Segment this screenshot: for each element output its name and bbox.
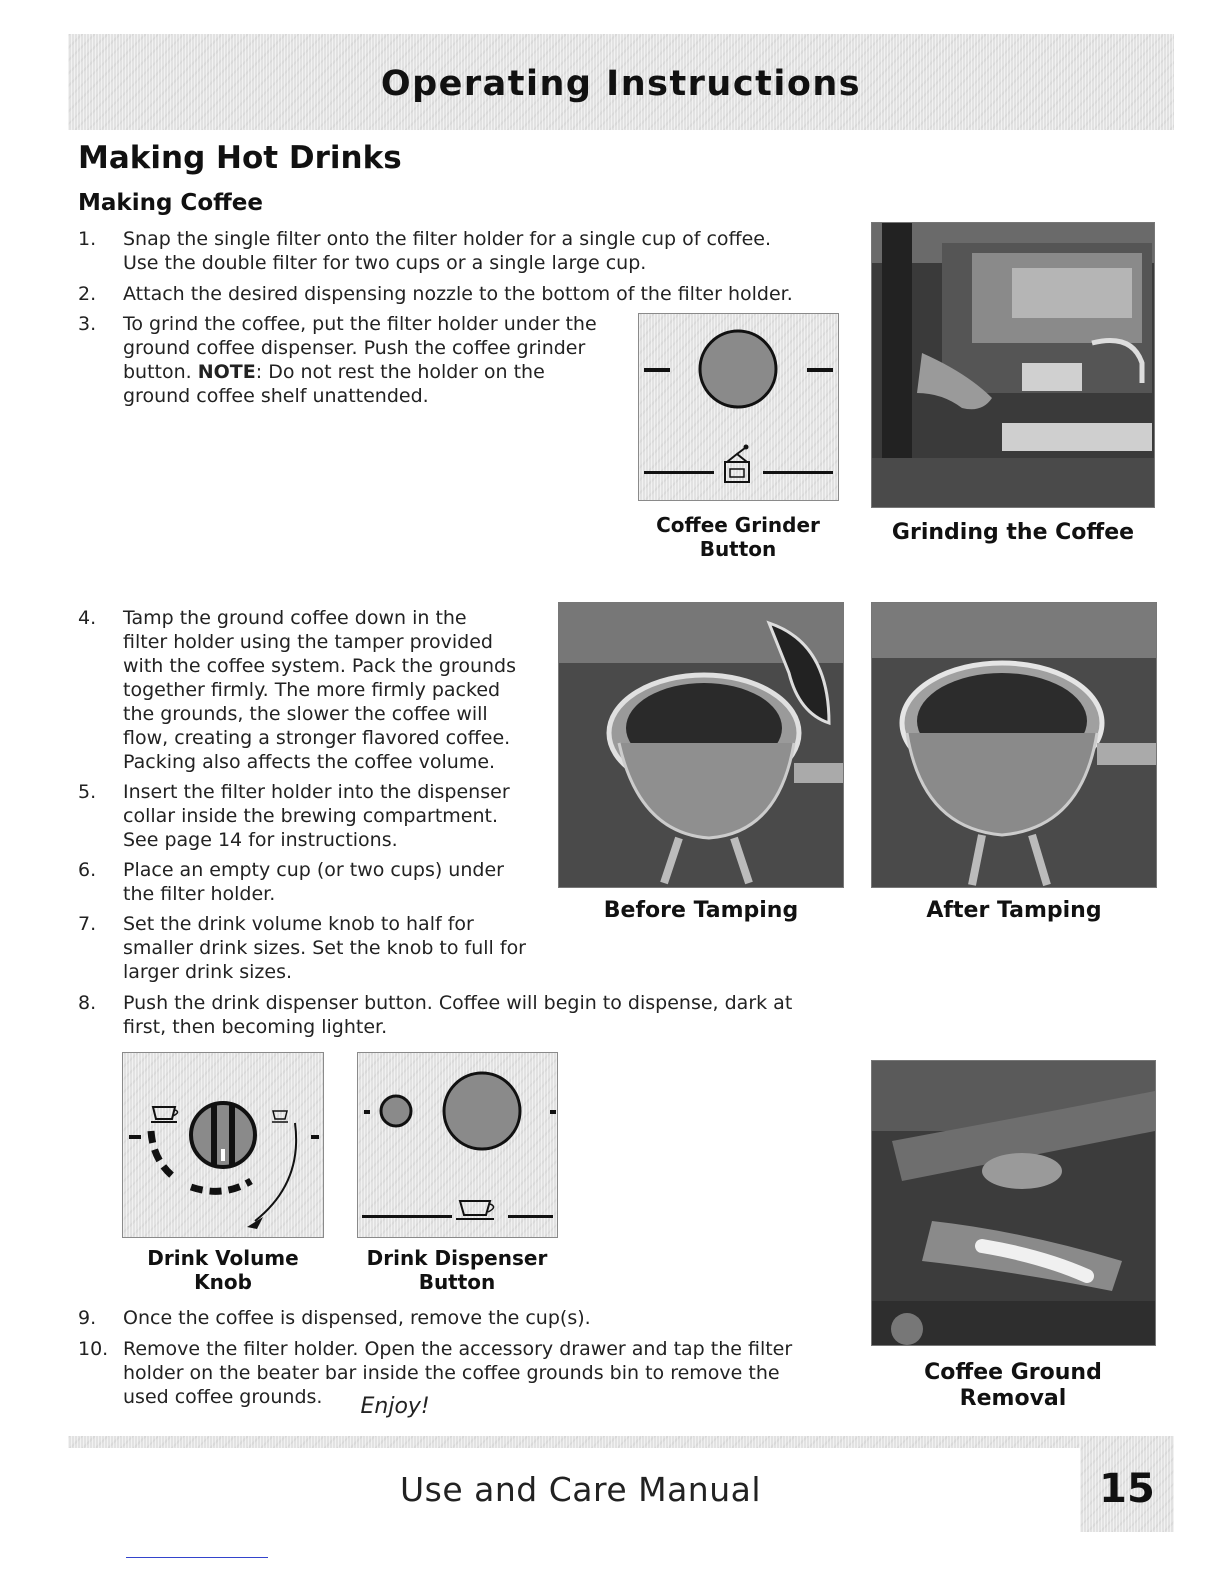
list-item: 7. Set the drink volume knob to half for smaller drink sizes. Set the knob to full for larger drink sizes. [78, 913, 526, 983]
caption-before-tamping: Before Tamping [603, 898, 799, 923]
coffee-ground-removal-photo [871, 1060, 1156, 1346]
small-dispense-button [381, 1096, 411, 1126]
grinder-button [700, 331, 776, 407]
after-tamping-photo [871, 602, 1157, 888]
list-item: 4. Tamp the ground coffee down in the filter holder using the tamper provided with the coffee system. Pack the grounds together firmly. The more firmly packed the grounds, the slower the coffee will flow, creating a stronger flavored coffee. Packing also affects the coffee volume. [78, 607, 516, 773]
note-label: NOTE [197, 361, 256, 383]
coffee-grinder-button-panel [638, 313, 839, 501]
list-item: 2. Attach the desired dispensing nozzle to the bottom of the filter holder. [78, 283, 793, 305]
list-item: 3. To grind the coffee, put the filter holder under the ground coffee dispenser. Push the coffee grinder button. NOTE: Do not rest the holder on the ground coffee shelf unattended. [78, 313, 597, 407]
drink-dispenser-button-panel [357, 1052, 558, 1238]
section-title: Making Hot Drinks [78, 140, 402, 176]
caption-grinding: Grinding the Coffee [891, 520, 1135, 545]
before-tamping-photo [558, 602, 844, 888]
coffee-grinder-icon [725, 445, 749, 483]
subsection-title: Making Coffee [78, 190, 263, 216]
header-band [68, 34, 1174, 130]
footer-band [68, 1436, 1080, 1448]
small-cup-icon [272, 1111, 288, 1122]
footer-divider [126, 1557, 268, 1558]
page-header-title: Operating Instructions [380, 64, 862, 104]
caption-ground-removal: Coffee Ground Removal [924, 1360, 1102, 1411]
drink-dispenser-button [444, 1073, 520, 1149]
footer-title: Use and Care Manual [400, 1470, 762, 1509]
caption-grinder-button: Coffee Grinder Button [656, 513, 820, 561]
list-item: 1. Snap the single filter onto the filter holder for a single cup of coffee. Use the double filter for two cups or a single large cup. [78, 228, 772, 274]
caption-dispenser-button: Drink Dispenser Button [366, 1246, 548, 1294]
list-item: 8. Push the drink dispenser button. Coffee will begin to dispense, dark at first, then becoming lighter. [78, 992, 793, 1038]
large-cup-icon [151, 1107, 178, 1122]
drink-volume-knob [191, 1103, 255, 1167]
page-number: 15 [1099, 1466, 1155, 1512]
drink-volume-knob-panel [122, 1052, 324, 1238]
list-item: 6. Place an empty cup (or two cups) under the filter holder. [78, 859, 504, 905]
list-item: 9. Once the coffee is dispensed, remove the cup(s). [78, 1307, 591, 1329]
caption-after-tamping: After Tamping [926, 898, 1102, 923]
page-number-box [1080, 1436, 1174, 1532]
coffee-cup-icon [456, 1201, 494, 1219]
list-item: 5. Insert the filter holder into the dispenser collar inside the brewing compartment. See page 14 for instructions. [78, 781, 510, 851]
grinding-coffee-photo [871, 222, 1155, 508]
enjoy-text: Enjoy! [360, 1394, 430, 1419]
list-item: 10. Remove the filter holder. Open the accessory drawer and tap the filter holder on the beater bar inside the coffee grounds bin to remove the used coffee grounds. Enjoy! [78, 1338, 793, 1419]
caption-volume-knob: Drink Volume Knob [147, 1246, 299, 1294]
